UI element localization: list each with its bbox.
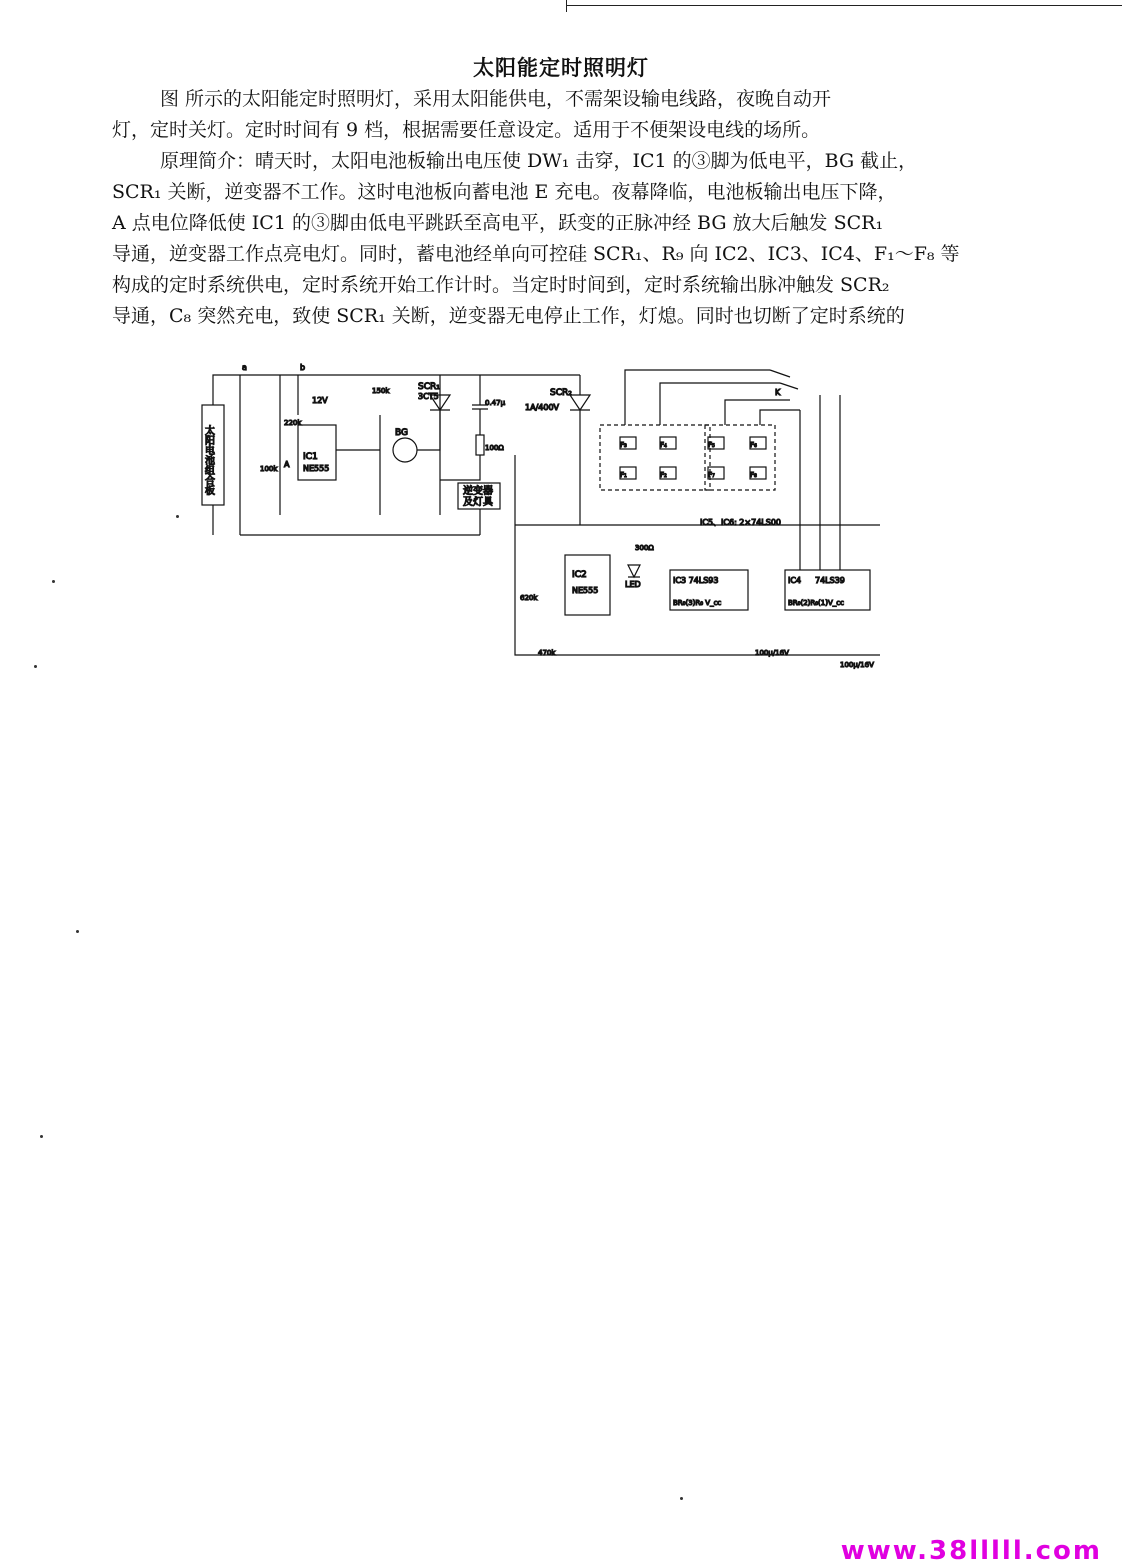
gate-f3-label: F₃ xyxy=(620,441,627,449)
led-symbol xyxy=(628,565,640,577)
solar-panel-label: 太阳电池组合板 xyxy=(202,425,214,495)
ic2-label: IC2 xyxy=(572,570,587,580)
ic3-label: IC3 74LS93 xyxy=(673,576,719,585)
scan-speck xyxy=(76,930,79,933)
text-line: 灯，定时关灯。定时时间有 9 档，根据需要任意设定。适用于不便架设电线的场所。 xyxy=(112,119,821,141)
article-title: 太阳能定时照明灯 xyxy=(473,56,649,80)
ic4-pins: BR₀(2)R₀(1)V_cc xyxy=(788,599,844,607)
r9-symbol xyxy=(476,435,484,455)
r12-label: 620k xyxy=(520,594,538,602)
node-b-label: b xyxy=(300,363,306,372)
gate-f2-label: F₂ xyxy=(660,471,667,479)
r3-label: 100k xyxy=(260,465,278,473)
gate-f5-label: F₅ xyxy=(708,441,715,449)
scan-speck xyxy=(680,1497,683,1500)
ic2-type: NE555 xyxy=(572,586,599,595)
header-rule-tick xyxy=(566,0,567,12)
text-line: 构成的定时系统供电，定时系统开始工作计时。当定时时间到，定时系统输出脉冲触发 SCR₂ xyxy=(112,274,890,296)
paragraph-intro xyxy=(112,84,972,146)
e-label: 12V xyxy=(312,396,328,405)
r9-label: 100Ω xyxy=(485,444,504,452)
wire-ic1-out xyxy=(336,415,380,515)
paragraph-principle xyxy=(112,146,972,332)
bg-transistor xyxy=(393,438,417,462)
wire-r9 xyxy=(440,455,480,480)
ic5-ic6-note: IC5、IC6: 2×74LS00 xyxy=(700,518,781,527)
gate-f7-label: F₇ xyxy=(708,471,715,479)
ic4-label: IC4 xyxy=(788,576,802,585)
scr2-rating: 1A/400V xyxy=(525,403,559,412)
scr1-label: SCR₁ xyxy=(418,382,440,392)
switch-wires xyxy=(625,370,840,570)
r2-label: 220k xyxy=(284,419,302,427)
c10-label: 100μ/16V xyxy=(840,661,874,669)
scr2-label: SCR₂ xyxy=(550,388,572,398)
wire-top xyxy=(213,375,580,405)
header-rule xyxy=(566,5,1122,6)
ic4-type: 74LS39 xyxy=(815,576,845,585)
ic6-box xyxy=(705,425,775,490)
gate-f4-label: F₄ xyxy=(660,441,667,449)
scan-speck xyxy=(52,580,55,583)
ic1-label: IC1 xyxy=(303,452,318,462)
text-line: 导通，逆变器工作点亮电灯。同时，蓄电池经单向可控硅 SCR₁、R₉ 向 IC2、IC3、IC4、F₁～F₈ 等 xyxy=(112,243,960,265)
r5-label: 150k xyxy=(372,387,390,395)
circuit-schematic xyxy=(180,355,910,675)
text-line: 原理简介：晴天时，太阳电池板输出电压使 DW₁ 击穿，IC1 的③脚为低电平，BG 截止， xyxy=(160,150,918,172)
gate-f6-label: F₆ xyxy=(750,441,757,449)
text-line: 图 所示的太阳能定时照明灯，采用太阳能供电，不需架设输电线路，夜晚自动开 xyxy=(160,88,832,110)
gate-f8-label: F₈ xyxy=(750,471,757,479)
scan-speck xyxy=(176,515,179,518)
ic2-box xyxy=(565,555,610,615)
led-label: LED xyxy=(625,580,641,589)
scan-speck xyxy=(34,665,37,668)
ic3-pins: BR₀(3)R₀ V_cc xyxy=(673,599,722,607)
text-line: A 点电位降低使 IC1 的③脚由低电平跳跃至高电平，跃变的正脉冲经 BG 放大后触发 SCR₁ xyxy=(112,212,884,234)
switch-label: K xyxy=(775,388,781,397)
text-line: 导通，C₈ 突然充电，致使 SCR₁ 关断，逆变器无电停止工作，灯熄。同时也切断了定时系统的 xyxy=(112,305,905,327)
r14-label: 300Ω xyxy=(635,544,654,552)
scan-speck xyxy=(40,1135,43,1138)
text-line: SCR₁ 关断，逆变器不工作。这时电池板向蓄电池 E 充电。夜幕降临，电池板输出电压下降， xyxy=(112,181,897,203)
scr1-type: 3CT5 xyxy=(418,392,439,401)
ic5-box xyxy=(600,425,710,490)
inverter-label: 逆变器 xyxy=(463,486,493,497)
bg-label: BG xyxy=(395,428,408,438)
inverter-label-2: 及灯具 xyxy=(463,497,493,508)
w-label: 470k xyxy=(538,649,556,657)
node-A-label: A xyxy=(284,460,290,469)
c9-label: 100μ/16V xyxy=(755,649,789,657)
switch-k xyxy=(770,370,798,389)
node-a-label: a xyxy=(242,363,247,372)
ic1-type: NE555 xyxy=(303,464,330,473)
watermark: www.38lllll.com xyxy=(840,1536,1102,1566)
c3-label: 0.47μ xyxy=(485,399,506,407)
scr2-symbol xyxy=(570,375,590,525)
gate-f1-label: F₁ xyxy=(620,471,627,479)
